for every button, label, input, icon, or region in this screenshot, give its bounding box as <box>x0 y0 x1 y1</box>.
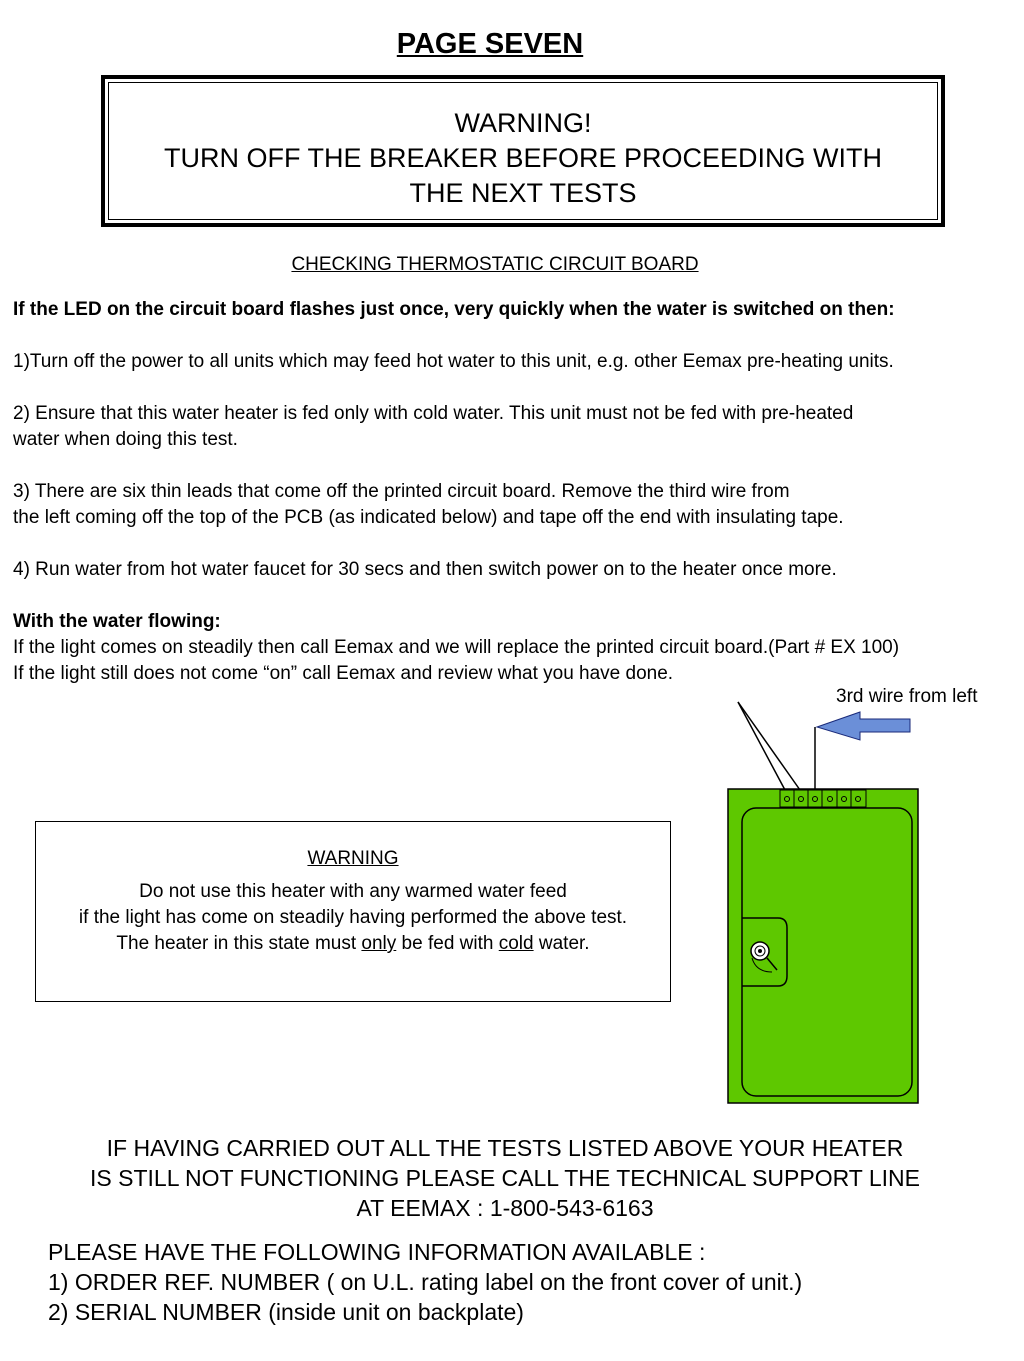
breaker-warning-line2: TURN OFF THE BREAKER BEFORE PROCEEDING WITH <box>163 143 883 173</box>
flowing-line1: If the light comes on steadily then call Eemax and we will replace the printed circuit board.(Part # EX 100) <box>13 637 900 658</box>
info-heading: PLEASE HAVE THE FOLLOWING INFORMATION AVAILABLE : <box>48 1239 706 1265</box>
warning-cold-word: cold <box>498 933 534 954</box>
info-list <box>48 1237 802 1327</box>
warm-water-warning-line1: Do not use this heater with any warmed water feed <box>139 881 567 902</box>
warm-water-warning-line3 <box>36 931 670 957</box>
step-2-line2: water when doing this test. <box>13 429 238 450</box>
warm-water-warning-title: WARNING <box>307 848 399 869</box>
page-title: PAGE SEVEN <box>396 28 584 60</box>
breaker-warning-line3: THE NEXT TESTS <box>409 178 637 208</box>
warning-line3-part-b: be fed with <box>396 933 499 954</box>
breaker-warning-line1: WARNING! <box>454 108 592 138</box>
support-notice-line2: IS STILL NOT FUNCTIONING PLEASE CALL THE TECHNICAL SUPPORT LINE <box>90 1165 920 1191</box>
step-1: 1)Turn off the power to all units which may feed hot water to this unit, e.g. other Eemax pre-heating units. <box>13 351 894 372</box>
warm-water-warning-box <box>35 821 671 1002</box>
warm-water-warning-line2: if the light has come on steadily having performed the above test. <box>78 907 628 928</box>
info-order-ref: 1) ORDER REF. NUMBER ( on U.L. rating label on the front cover of unit.) <box>48 1269 803 1295</box>
step-3-line2: the left coming off the top of the PCB (as indicated below) and tape off the end with insulating tape. <box>13 507 844 528</box>
wire-label: 3rd wire from left <box>836 686 978 707</box>
intro-text: If the LED on the circuit board flashes just once, very quickly when the water is switched on then: <box>13 299 895 320</box>
step-3-line1: 3) There are six thin leads that come off the printed circuit board. Remove the third wire from <box>13 481 790 502</box>
arrow-pointer <box>817 712 910 740</box>
support-notice-line3: AT EEMAX : 1-800-543-6163 <box>356 1195 654 1221</box>
flowing-heading: With the water flowing: <box>13 611 221 632</box>
warm-water-warning-body <box>36 879 670 957</box>
warning-line3-part-a: The heater in this state must <box>116 933 362 954</box>
support-notice <box>0 1133 1010 1223</box>
warning-line3-part-c: water. <box>533 933 590 954</box>
warning-only-word: only <box>361 933 397 954</box>
step-2-line1: 2) Ensure that this water heater is fed only with cold water. This unit must not be fed with pre-heated <box>13 403 854 424</box>
flowing-line2: If the light still does not come “on” call Eemax and review what you have done. <box>13 663 674 684</box>
section-title: CHECKING THERMOSTATIC CIRCUIT BOARD <box>291 254 699 275</box>
board-connector-strip <box>780 790 866 807</box>
wire-lead-1 <box>738 702 785 790</box>
info-serial-number: 2) SERIAL NUMBER (inside unit on backplate) <box>48 1299 524 1325</box>
step-4: 4) Run water from hot water faucet for 30 secs and then switch power on to the heater once more. <box>13 559 837 580</box>
wire-lead-2 <box>738 702 800 790</box>
support-notice-line1: IF HAVING CARRIED OUT ALL THE TESTS LISTED ABOVE YOUR HEATER <box>106 1135 904 1161</box>
